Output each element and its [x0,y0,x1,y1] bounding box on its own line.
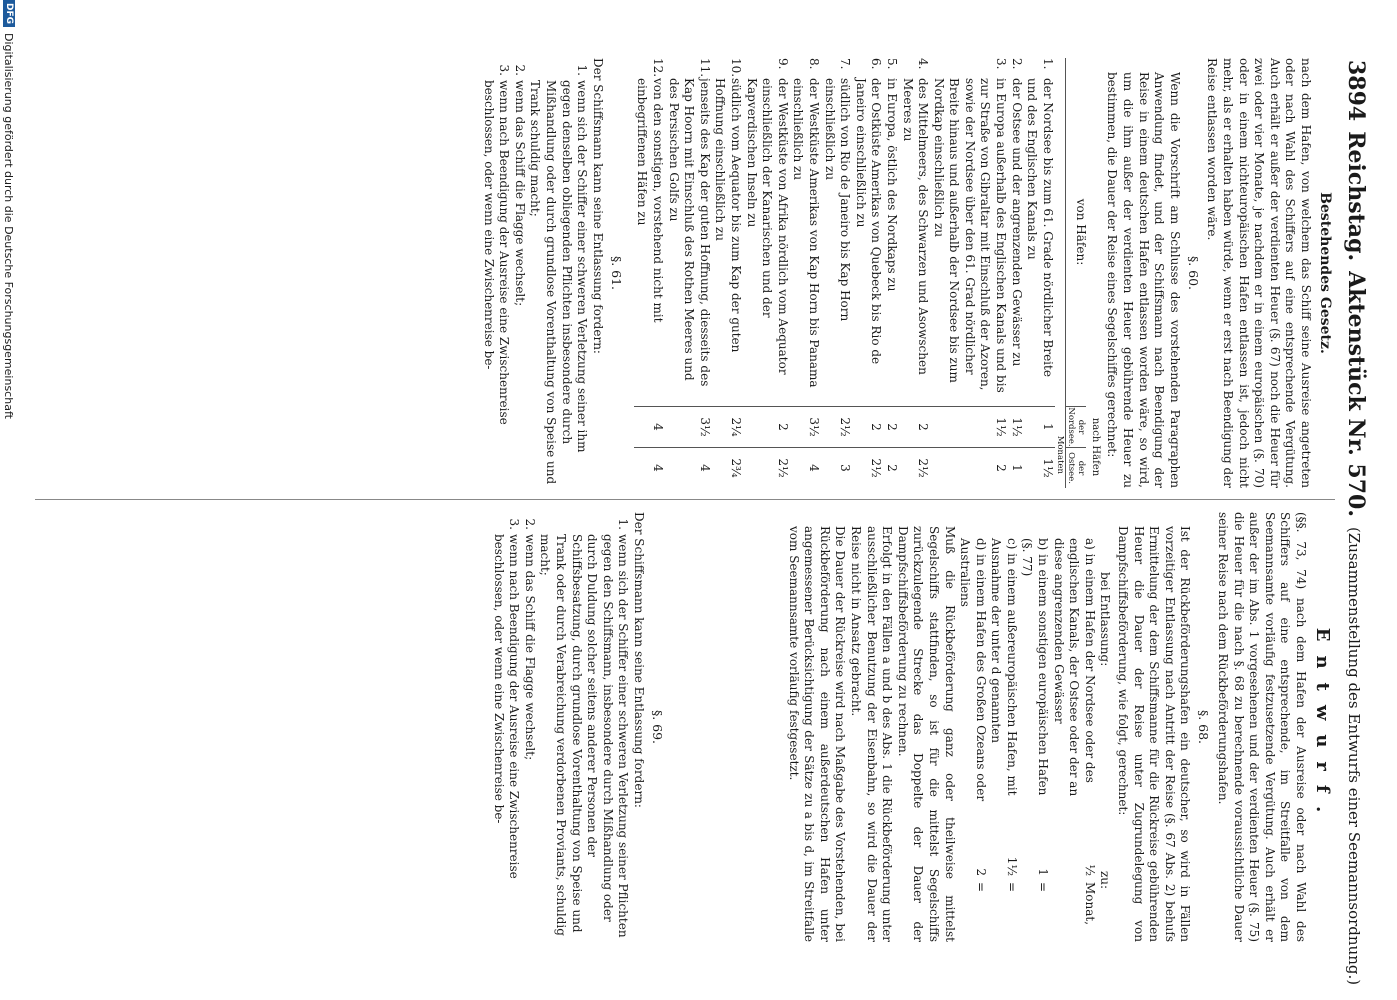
dfg-logo: DFG [3,0,15,27]
section-61-list [480,58,589,488]
row-label: des Mittelmeers, des Schwarzen und Asowschen Meeres zu [900,78,931,375]
left-column-heading: Bestehendes Gesetz. [1317,192,1333,354]
row-label: von den sonstigen, vorstehend nicht mit einbegriffenen Häfen zu [635,78,666,323]
table-header [1065,58,1101,488]
release-label: bei Entlassung: [1098,572,1113,667]
row-value-north: 2¼ [712,406,743,447]
table-header-baltic: der Ostsee. [1066,447,1086,488]
row-value-baltic: 2¾ [712,447,743,488]
row-number: 8. [806,58,821,70]
right-intro-paragraph: (§§. 73, 74) nach dem Hafen der Ausreise oder nach Wahl des Schiffers auf eine entsprechende, im Streitfalle von dem Seemannsamte vorläufig festzusetzende Vergütung. Auch erhält er außer der im Abs. 1 vorgesehenen und der verdienten Heuer (§. 75) die Heuer für die nach §. 68 zu berechnende voraussichtliche Dauer seiner Reise nach dem Rückbeförderungshafen. [1216,512,1308,942]
row-label: der Ostküste Amerikas von Quebeck bis Rio de Janeiro einschließlich zu [853,78,884,365]
release-unit: = [1004,882,1019,893]
row-value-north: 2 [743,406,790,447]
row-value-baltic: 4 [790,447,821,488]
row-value-baltic: 2½ [743,447,790,488]
list-item-number: 1. [616,518,631,530]
digitization-credit: Digitalisierung gefördert durch die Deutsche Forschungsgemeinschaft [2,33,16,419]
list-item [537,512,631,942]
row-value-baltic: 3 [821,447,852,488]
row-number: 2. [1009,58,1024,70]
row-value-baltic: 2 [883,447,899,488]
release-place: a) in einem Hafen der Nordsee oder des englischen Kanals, der Ostsee oder der an diese angrenzenden Gewässer [1051,538,1097,797]
list-item [490,512,521,942]
list-item-text: wenn das Schiff die Flagge wechselt; [522,534,537,761]
section-69-title: §. 69. [650,709,665,745]
row-number: 4. [916,58,931,70]
release-unit: Monat, [1082,882,1097,926]
table-row [821,58,852,488]
row-label: der Nordsee bis zum 61. Grade nördlicher Breite und des Englischen Kanals zu [1025,78,1055,377]
right-column [490,512,1333,942]
release-place: b) in einem sonstigen europäischen Hafen (§. 77) [1020,538,1051,796]
row-label: südlich vom Aequator bis zum Kap der guten Hoffnung einschließlich zu [713,78,743,353]
table-row [634,58,665,488]
section-60-title: §. 60. [1185,255,1201,291]
release-list [957,512,1097,942]
table-row [1008,58,1024,488]
section-68-sail-paragraph: Muß die Rückbeförderung ganz oder theilweise mittelst Segelschiffs stattfinden, so ist für die mittelst Segelschiffs zurückzulegende Strecke das Doppelte der Dauer der Dampfschiffsbeförderung zu rechnen. [895,526,957,942]
return-duration-table [634,58,1101,488]
row-value-north: 2½ [821,406,852,447]
release-row [957,512,988,942]
row-value-baltic: 1½ [1024,447,1055,488]
section-68-rail-paragraph: Erfolgt in den Fällen a und b des Abs. 1 die Rückbeförderung unter ausschließlicher Benutzung der Eisenbahn, so wird die Dauer der Reise nicht in Ansatz gebracht. [848,526,895,942]
column-divider [35,499,1335,500]
row-value-north: 1½ [930,406,1008,447]
left-column [480,58,1333,488]
list-item-text: wenn sich der Schiffer einer schweren Verletzung seiner ihm gegen denselben obliegenden Pflichten insbesondere durch Mißhandlung oder durch grundlose Vorenthaltung von Speise und Trank schuldig macht; [528,80,590,485]
section-68-title: §. 68. [1196,709,1212,745]
list-item-text: wenn das Schiff die Flagge wechselt; [512,80,527,307]
row-number: 10. [729,58,743,78]
table-unit: Monaten [1054,435,1065,474]
list-item [527,58,589,488]
section-61-title: §. 61. [608,255,624,291]
list-item-number: 1. [575,64,590,76]
row-value-north: 2 [852,406,883,447]
row-value-north: 3½ [790,406,821,447]
row-number: 9. [775,58,790,70]
list-item [521,512,537,942]
list-item-text: wenn nach Beendigung der Ausreise eine Zwischenreise beschlossen, oder wenn eine Zwischenreise be- [491,534,522,879]
section-60-paragraph: Wenn die Vorschrift am Schlusse des vorstehenden Paragraphen Anwendung findet, und der Schiffsmann nach Beendigung der Reise in einem deutschen Hafen entlassen worden wäre, so wird, um die ihm außer der verdienten Heuer gebührende Heuer zu bestimmen, die Dauer der Reise eines Segelschiffes gerechnet: [1105,72,1182,488]
row-value-north: 2 [883,406,899,447]
row-value-baltic: 1 [1008,447,1024,488]
row-number: 12. [651,58,666,78]
release-unit: = [973,882,988,893]
table-row [743,58,790,488]
row-value-north: 2 [899,406,930,447]
release-duration: 1 [1036,868,1051,876]
section-69-paragraph: Der Schiffsmann kann seine Entlassung fordern: [632,512,646,808]
row-value-baltic: 4 [665,447,712,488]
row-number: 5. [884,58,899,70]
list-item-text: wenn sich der Schiffer einer schweren Verletzung seiner Pflichten gegen den Schiffsmann, insbesondere durch Mißhandlung oder durch Duldung solcher seitens anderer Personen der Schiffsbesatzung, durch grundlose Vorenthaltung von Speise und Trank oder durch Verabreichung verdorbenen Proviants, schuldig macht; [538,534,631,938]
list-item-text: wenn nach Beendigung der Ausreise eine Zwischenreise beschlossen, oder wenn eine Zwischenreise be- [481,80,512,425]
row-label: jenseits des Kap der guten Hoffnung, diesseits des Kap Hoorn mit Einschluß des Rothen Meeres und des Persischen Golfs zu [666,78,712,387]
section-61-paragraph: Der Schiffsmann kann seine Entlassung fordern: [590,58,605,354]
row-number: 6. [869,58,884,70]
section-68-paragraph: Ist der Rückbeförderungshafen ein deutscher, so wird in Fällen vorzeitiger Entlassung nach Antritt der Reise (§. 67 Abs. 2) behufs Ermittelung der dem Schiffsmanne für die Rückreise gebührenden Heuer die Dauer der Reise unter Zugrundelegung von Dampfschiffsbeförderung, wie folgt, gerechnet: [1116,526,1193,942]
release-row [1019,512,1050,942]
table-header-label: von Häfen: [1073,198,1088,266]
release-to: zu: [1098,870,1113,890]
release-header [1097,512,1113,942]
document-number: Aktenstück Nr. 570. [1343,271,1369,517]
release-duration: 1½ [1004,856,1019,876]
row-value-baltic: 2 [930,447,1008,488]
table-caption: nach Häfen [1089,417,1101,477]
table-row [790,58,821,488]
table-row [883,58,899,488]
release-place: c) in einem außereuropäischen Hafen, mit Ausnahme der unter d genannten [989,538,1019,796]
row-value-baltic: 2½ [852,447,883,488]
release-row [988,512,1019,942]
row-value-north: 4 [634,406,665,447]
release-duration: ½ [1082,864,1097,876]
row-value-baltic: 4 [634,447,665,488]
table-header-north: der Nordsee. [1065,407,1086,447]
section-68-duration-paragraph: Die Dauer der Rückreise wird nach Maßgabe des Vorstehenden, bei Rückbeförderung nach einem außerdeutschen Hafen unter angemessener Berücksichtigung der Sätze zu a bis d, im Streitfalle vom Seemannsamte vorläufig festgesetzt. [786,526,848,942]
row-value-north: 1½ [1008,406,1024,447]
table-row [899,58,930,488]
page-header [1343,60,1369,986]
row-number: 3. [994,58,1009,70]
release-duration: 2 [973,868,988,876]
table-row [712,58,743,488]
release-unit: = [1036,882,1051,893]
table-row [665,58,712,488]
release-row [1050,512,1097,942]
right-column-heading: Entwurf. [1312,627,1333,827]
table-body [634,58,1055,488]
table-row [1024,58,1055,488]
section-69-list [490,512,630,942]
list-item-number: 3. [507,518,522,530]
row-label: der Ostsee und der angrenzenden Gewässer zu [1009,78,1024,367]
journal-name: Reichstag. [1343,131,1369,262]
list-item-number: 3. [497,64,512,76]
row-label: in Europa außerhalb des Englischen Kanals und bis zur Straße von Gibraltar mit Einschluß der Azoren, sowie der Nordsee über den 61. Grad nördlicher Breite hinaus und außerhalb der Nordsee bis zum Nordkap einschließlich zu [931,78,1009,393]
list-item-number: 2. [522,518,537,530]
list-item-number: 2. [512,64,527,76]
row-value-baltic: 2½ [899,447,930,488]
row-label: der Westküste Amerikas von Kap Horn bis Panama einschließlich zu [791,78,821,388]
row-number: 11. [697,58,712,78]
digitization-footer [0,0,18,1000]
row-number: 1. [1040,58,1055,70]
table-row [930,58,1008,488]
page-number: 3894 [1343,60,1369,122]
row-label: in Europa, östlich des Nordkaps zu [884,78,899,292]
row-value-north: 3½ [665,406,712,447]
list-item [480,58,511,488]
document-subtitle: (Zusammenstellung des Entwurfs einer Seemannsordnung.) [1345,527,1363,986]
release-place: d) in einem Hafen des Großen Ozeans oder Australiens [958,538,988,802]
left-intro-paragraph: nach dem Hafen, von welchem das Schiff seine Ausreise angetreten oder nach Wahl des Schiffers auf eine entsprechende Vergütung. Auch erhält er außer der verdienten Heuer (§. 67) noch die Heuer für zwei oder vier Monate, je nachdem er in einem europäischen (§. 70) oder in einem nichteuropäischen Hafen entlassen ist, jedoch nicht mehr, als er erhalten haben würde, wenn er erst nach Beendigung der Reise entlassen worden wäre. [1205,58,1313,488]
row-label: der Westküste von Afrika nördlich vom Aequator einschließlich der Kanarischen und der Kapverdischen Inseln zu [744,78,790,375]
row-value-north: 1 [1024,406,1055,447]
list-item [511,58,527,488]
row-label: südlich von Rio de Janeiro bis Kap Horn einschließlich zu [822,78,853,322]
row-number: 7. [838,58,853,70]
table-row [852,58,883,488]
